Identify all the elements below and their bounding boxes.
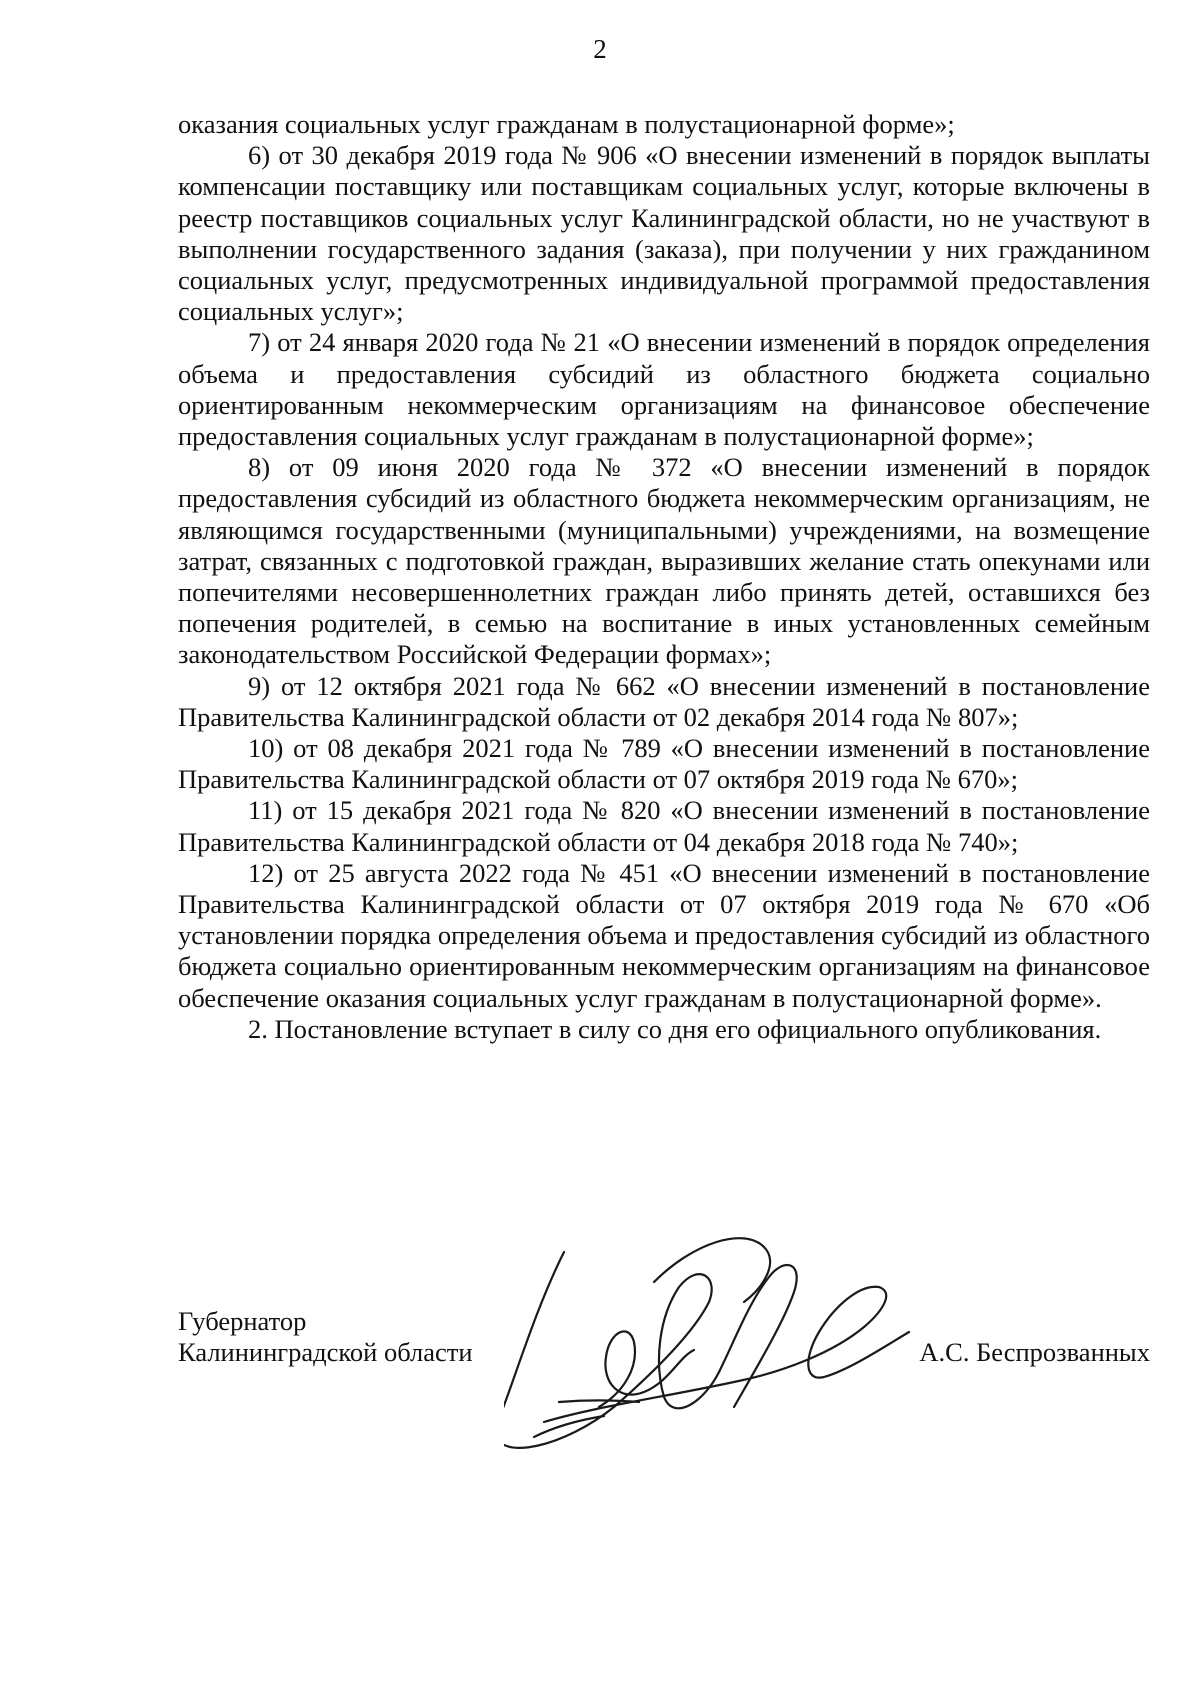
- paragraph-item-7: 7) от 24 января 2020 года № 21 «О внесении изменений в порядок определения объема и предоставления субсидий из областного бюджета социально ориентированным некоммерческим организациям на финансовое обеспечение предоставления социальных услуг гражданам в полустационарной форме»;: [178, 327, 1150, 452]
- governor-name: А.С. Беспрозванных: [919, 1337, 1150, 1367]
- signature-stroke-main: [504, 1252, 797, 1448]
- paragraph-continuation: оказания социальных услуг гражданам в полустационарной форме»;: [178, 109, 955, 139]
- paragraph-item-10: 10) от 08 декабря 2021 года № 789 «О внесении изменений в постановление Правительства Калининградской области от 07 октября 2019 года № 670»;: [178, 733, 1150, 795]
- paragraph-item-12: 12) от 25 августа 2022 года № 451 «О внесении изменений в постановление Правительства Калининградской области от 07 октября 2019 года № 670 «Об установлении порядка определения объема и предоставления субсидий из областного бюджета социально ориентированным некоммерческим организациям на финансовое обеспечение оказания социальных услуг гражданам в полустационарной форме».: [178, 857, 1150, 1013]
- governor-title-line1: Губернатор: [178, 1306, 307, 1336]
- page-number: 2: [593, 34, 607, 64]
- signature-stroke-cross: [534, 1401, 639, 1438]
- paragraph-item-11: 11) от 15 декабря 2021 года № 820 «О внесении изменений в постановление Правительства Калининградской области от 04 декабря 2018 года № 740»;: [178, 795, 1150, 857]
- paragraph-effective-clause: 2. Постановление вступает в силу со дня его официального опубликования.: [248, 1013, 1102, 1044]
- paragraph-item-6: 6) от 30 декабря 2019 года № 906 «О внесении изменений в порядок выплаты компенсации поставщику или поставщикам социальных услуг, которые включены в реестр поставщиков социальных услуг Калининградской области, но не участвуют в выполнении государственного задания (заказа), при получении у них гражданином социальных услуг, предусмотренных индивидуальной программой предоставления социальных услуг»;: [178, 140, 1150, 327]
- governor-title-line2: Калининградской области: [178, 1337, 473, 1368]
- document-body: [178, 109, 1150, 1045]
- handwritten-signature: [504, 1232, 914, 1472]
- paragraph-item-9: 9) от 12 октября 2021 года № 662 «О внесении изменений в постановление Правительства Калининградской области от 02 декабря 2014 года № 807»;: [178, 670, 1150, 732]
- paragraph-item-8: 8) от 09 июня 2020 года № 372 «О внесении изменений в порядок предоставления субсидий из областного бюджета некоммерческим организациям, не являющимся государственными (муниципальными) учреждениями, на возмещение затрат, связанных с подготовкой граждан, выразивших желание стать опекунами или попечителями несовершеннолетних граждан либо принять детей, оставшихся без попечения родителей, в семью на воспитание в иных установленных семейным законодательством Российской Федерации формах»;: [178, 452, 1150, 670]
- governor-title: [178, 1306, 473, 1368]
